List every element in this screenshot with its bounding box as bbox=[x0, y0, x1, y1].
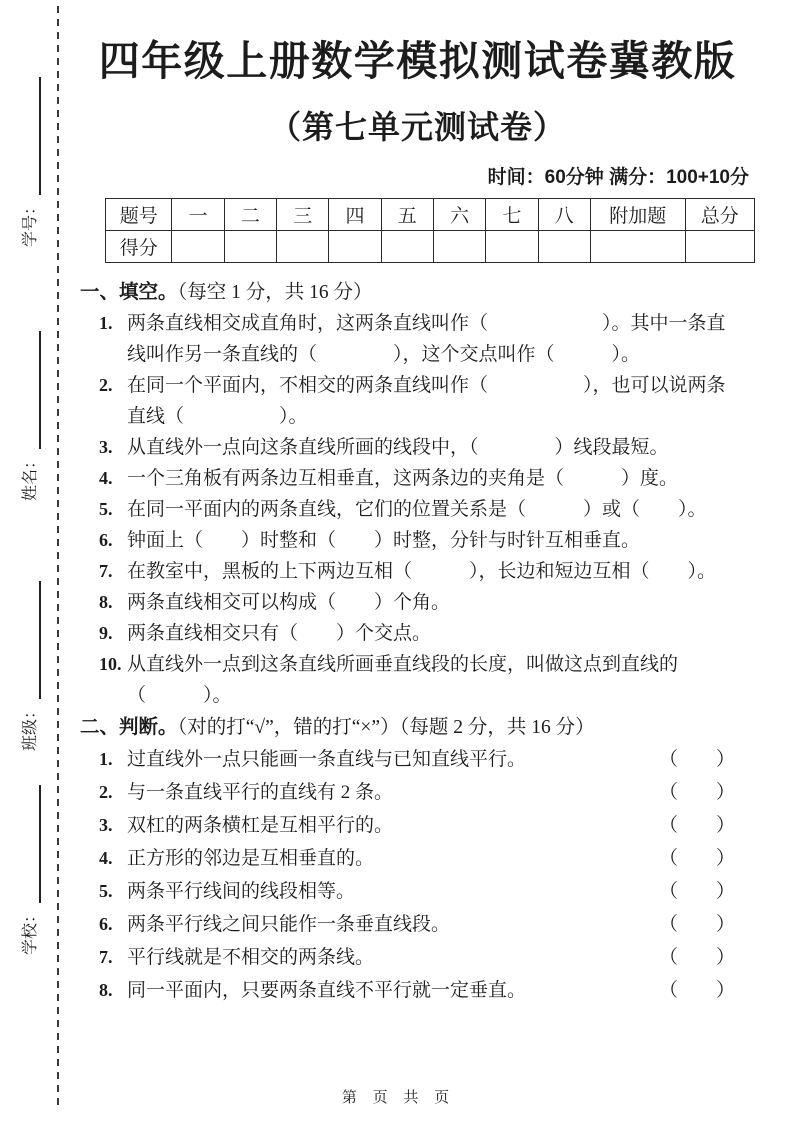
question-text: 两条平行线之间只能作一条垂直线段。 bbox=[127, 914, 451, 935]
fill-question-line bbox=[80, 556, 755, 587]
question-number: 4. bbox=[99, 848, 113, 868]
question-text: 从直线外一点向这条直线所画的线段中，（ ）线段最短。 bbox=[127, 437, 669, 458]
sidebar-field-school bbox=[13, 785, 41, 955]
header-cell-bonus: 附加题 bbox=[590, 199, 685, 231]
main-content bbox=[80, 0, 755, 1007]
score-cell bbox=[433, 231, 485, 263]
question-number: 9. bbox=[99, 623, 113, 643]
fill-question-line bbox=[80, 525, 755, 556]
name-blank-line bbox=[17, 331, 41, 449]
question-text: 正方形的邻边是互相垂直的。 bbox=[127, 848, 375, 869]
question-text: 同一平面内，只要两条直线不平行就一定垂直。 bbox=[127, 980, 527, 1001]
score-cell bbox=[381, 231, 433, 263]
tf-item bbox=[80, 743, 755, 776]
header-cell-7: 七 bbox=[486, 199, 538, 231]
fill-question-line bbox=[80, 370, 755, 401]
section-true-false bbox=[80, 713, 755, 1007]
sidebar-field-student-id bbox=[13, 77, 41, 247]
question-text: 在同一平面内的两条直线，它们的位置关系是（ ）或（ ）。 bbox=[127, 499, 707, 520]
question-text: 双杠的两条横杠是互相平行的。 bbox=[127, 815, 394, 836]
question-text: 从直线外一点到这条直线所画垂直线段的长度，叫做这点到直线的 bbox=[127, 654, 679, 675]
header-cell-2: 二 bbox=[224, 199, 276, 231]
question-number: 1. bbox=[99, 749, 113, 769]
student-id-blank-line bbox=[17, 77, 41, 195]
tf-item bbox=[80, 974, 755, 1007]
section-1-note: （每空 1 分，共 16 分） bbox=[177, 282, 373, 303]
question-text: 两条直线相交成直角时，这两条直线叫作（ ）。其中一条直 bbox=[127, 313, 726, 334]
header-cell-question-no: 题号 bbox=[106, 199, 172, 231]
question-number: 2. bbox=[99, 375, 113, 395]
question-number: 8. bbox=[99, 592, 113, 612]
section-fill-in-blanks bbox=[80, 277, 755, 711]
question-number: 2. bbox=[99, 782, 113, 802]
answer-parentheses: （ ） bbox=[658, 848, 735, 869]
header-cell-6: 六 bbox=[433, 199, 485, 231]
question-number: 5. bbox=[99, 499, 113, 519]
question-text: 线叫作另一条直线的（ ），这个交点叫作（ ）。 bbox=[127, 344, 641, 365]
question-number: 6. bbox=[99, 914, 113, 934]
score-table-header-row bbox=[106, 199, 755, 231]
class-label: 班级： bbox=[22, 702, 39, 751]
fill-question-line bbox=[80, 618, 755, 649]
header-cell-5: 五 bbox=[381, 199, 433, 231]
score-row-label: 得分 bbox=[106, 231, 172, 263]
section-2-title: 二、判断。 bbox=[80, 717, 178, 738]
answer-parentheses: （ ） bbox=[658, 881, 735, 902]
question-number: 8. bbox=[99, 980, 113, 1000]
question-number: 5. bbox=[99, 881, 113, 901]
score-cell bbox=[329, 231, 381, 263]
section-1-heading bbox=[80, 277, 755, 308]
question-number: 7. bbox=[99, 947, 113, 967]
name-label: 姓名： bbox=[22, 452, 39, 501]
section-2-note: （对的打“√”，错的打“×”）（每题 2 分，共 16 分） bbox=[177, 717, 595, 738]
question-text: （ ）。 bbox=[127, 685, 232, 706]
header-cell-4: 四 bbox=[329, 199, 381, 231]
dashed-cut-line bbox=[57, 6, 59, 1106]
exam-info-line: 时间：60分钟 满分：100+10分 bbox=[487, 167, 749, 188]
fill-question-line bbox=[80, 494, 755, 525]
question-text: 过直线外一点只能画一条直线与已知直线平行。 bbox=[127, 749, 527, 770]
score-cell bbox=[590, 231, 685, 263]
question-text: 与一条直线平行的直线有 2 条。 bbox=[127, 782, 394, 803]
answer-parentheses: （ ） bbox=[658, 914, 735, 935]
fill-question-line bbox=[80, 339, 755, 370]
question-number: 3. bbox=[99, 437, 113, 457]
class-blank-line bbox=[17, 581, 41, 699]
score-cell bbox=[172, 231, 224, 263]
tf-item bbox=[80, 776, 755, 809]
header-cell-total: 总分 bbox=[685, 199, 754, 231]
tf-item bbox=[80, 908, 755, 941]
score-cell bbox=[224, 231, 276, 263]
score-cell bbox=[685, 231, 754, 263]
score-table-score-row bbox=[106, 231, 755, 263]
question-text: 两条平行线间的线段相等。 bbox=[127, 881, 356, 902]
header-cell-8: 八 bbox=[538, 199, 590, 231]
answer-parentheses: （ ） bbox=[658, 815, 735, 836]
tf-item bbox=[80, 941, 755, 974]
question-text: 平行线就是不相交的两条线。 bbox=[127, 947, 375, 968]
question-text: 两条直线相交可以构成（ ）个角。 bbox=[127, 592, 451, 613]
question-text: 一个三角板有两条边互相垂直，这两条边的夹角是（ ）度。 bbox=[127, 468, 679, 489]
school-blank-line bbox=[17, 785, 41, 903]
page-subtitle: （第七单元测试卷） bbox=[268, 109, 566, 145]
section-2-heading bbox=[80, 713, 755, 743]
score-table bbox=[105, 198, 755, 263]
score-cell bbox=[538, 231, 590, 263]
header-cell-1: 一 bbox=[172, 199, 224, 231]
question-text: 在同一个平面内，不相交的两条直线叫作（ ），也可以说两条 bbox=[127, 375, 726, 396]
tf-item bbox=[80, 809, 755, 842]
question-number: 6. bbox=[99, 530, 113, 550]
tf-item bbox=[80, 842, 755, 875]
header-cell-3: 三 bbox=[277, 199, 329, 231]
fill-question-line bbox=[80, 463, 755, 494]
question-number: 1. bbox=[99, 313, 113, 333]
fill-question-line bbox=[80, 401, 755, 432]
fill-question-line bbox=[80, 587, 755, 618]
question-number: 10. bbox=[99, 654, 122, 674]
section-1-title: 一、填空。 bbox=[80, 282, 178, 303]
question-text: 两条直线相交只有（ ）个交点。 bbox=[127, 623, 432, 644]
question-number: 4. bbox=[99, 468, 113, 488]
school-label: 学校： bbox=[22, 906, 39, 955]
fill-question-line bbox=[80, 308, 755, 339]
question-number: 3. bbox=[99, 815, 113, 835]
answer-parentheses: （ ） bbox=[658, 980, 735, 1001]
fill-question-line bbox=[80, 432, 755, 463]
sidebar-field-class bbox=[13, 581, 41, 751]
fill-question-line bbox=[80, 680, 755, 711]
question-number: 7. bbox=[99, 561, 113, 581]
score-cell bbox=[277, 231, 329, 263]
page-title: 四年级上册数学模拟测试卷冀教版 bbox=[98, 38, 737, 84]
answer-parentheses: （ ） bbox=[658, 947, 735, 968]
tf-item bbox=[80, 875, 755, 908]
sidebar-field-name bbox=[13, 331, 41, 501]
score-cell bbox=[486, 231, 538, 263]
question-text: 直线（ ）。 bbox=[127, 406, 308, 427]
question-text: 在教室中，黑板的上下两边互相（ ），长边和短边互相（ ）。 bbox=[127, 561, 717, 582]
page-footer: 第 页 共 页 bbox=[341, 1090, 452, 1106]
student-id-label: 学号： bbox=[22, 198, 39, 247]
question-text: 钟面上（ ）时整和（ ）时整，分针与时针互相垂直。 bbox=[127, 530, 641, 551]
answer-parentheses: （ ） bbox=[658, 749, 735, 770]
fill-question-line bbox=[80, 649, 755, 680]
answer-parentheses: （ ） bbox=[658, 782, 735, 803]
